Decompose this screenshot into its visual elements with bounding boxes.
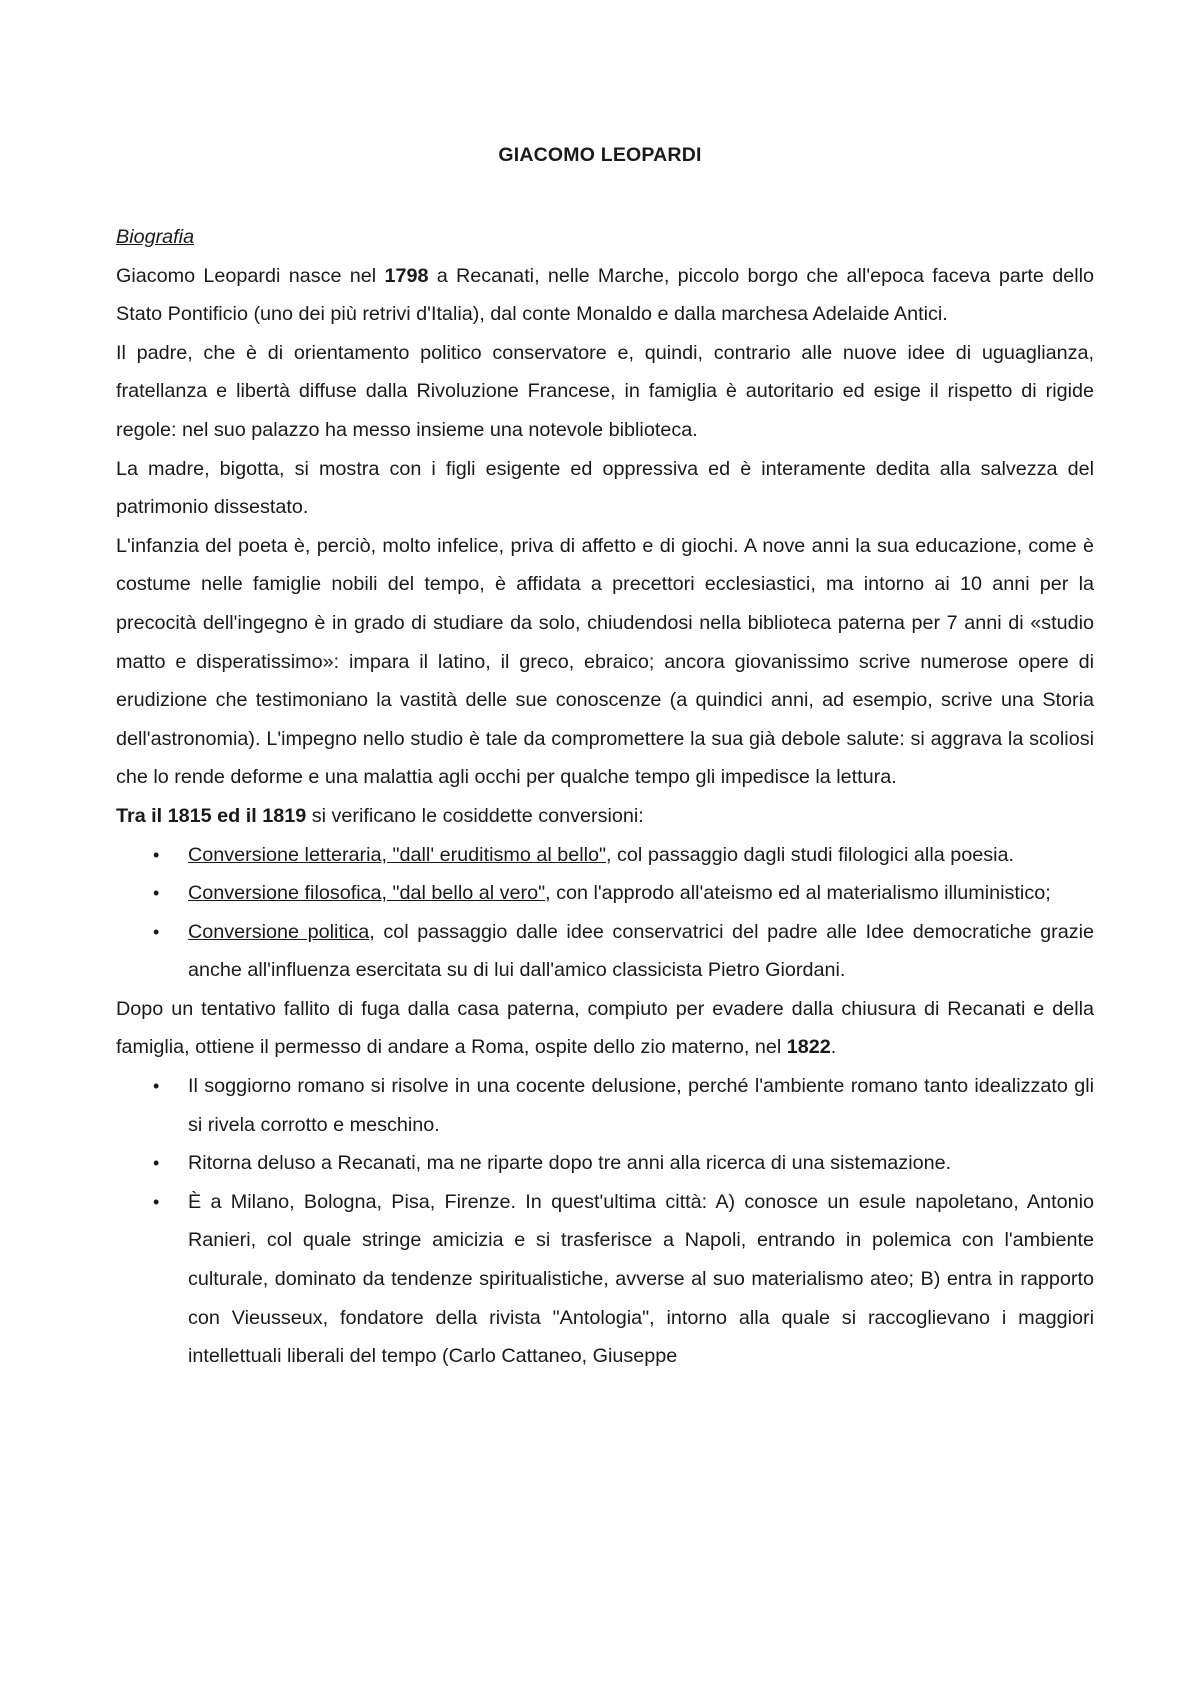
text: Ritorna deluso a Recanati, ma ne riparte dopo tre anni alla ricerca di una sistemazione. [188, 1152, 952, 1175]
conversions-list [116, 836, 1094, 990]
bullet-icon: • [153, 1191, 160, 1212]
list-item [116, 1067, 1094, 1144]
paragraph-mother: La madre, bigotta, si mostra con i figli esigente ed oppressiva ed è interamente dedita alla salvezza del patrimonio dissestato. [116, 457, 1094, 519]
travels-list [116, 1067, 1094, 1376]
text: , col passaggio dagli studi filologici alla poesia. [606, 843, 1015, 866]
conversion-title: Conversione letteraria, "dall' eruditismo al bello" [188, 843, 607, 866]
years-1815-1819: Tra il 1815 ed il 1819 [116, 804, 307, 827]
list-item [116, 913, 1094, 990]
paragraph-father: Il padre, che è di orientamento politico conservatore e, quindi, contrario alle nuove idee di uguaglianza, fratellanza e libertà diffuse dalla Rivoluzione Francese, in famiglia è autoritario ed esige il rispetto di rigide regole: nel suo palazzo ha messo insieme una notevole biblioteca. [116, 341, 1094, 441]
list-item [116, 1183, 1094, 1376]
bullet-icon: • [153, 844, 160, 865]
conversion-title: Conversione filosofica, "dal bello al vero" [188, 882, 546, 905]
paragraph-rome [116, 990, 1094, 1067]
bullet-icon: • [153, 1076, 160, 1097]
text: È a Milano, Bologna, Pisa, Firenze. In quest'ultima città: A) conosce un esule napoletano, Antonio Ranieri, col quale stringe amicizia e si trasferisce a Napoli, entrando in polemica con l'ambiente culturale, dominato da tendenze spiritualistiche, avverse al suo materialismo ateo; B) entra in rapporto con Vieusseux, fondatore della rivista "Antologia", intorno alla quale si raccoglievano i maggiori intellettuali liberali del tempo (Carlo Cattaneo, Giuseppe [188, 1190, 1094, 1368]
year-1822: 1822 [786, 1036, 831, 1059]
document-title: GIACOMO LEOPARDI [498, 144, 702, 166]
text: , col passaggio dalle idee conservatrici del padre alle Idee democratiche grazie anche all'influenza esercitata su di lui dall'amico classicista Pietro Giordani. [188, 920, 1094, 982]
text: a Recanati, nelle Marche, piccolo borgo che all'epoca faceva parte dello Stato Pontificio (uno dei più retrivi d'Italia), dal conte Monaldo e dalla marchesa Adelaide Antici. [116, 264, 1094, 326]
text: Giacomo Leopardi nasce nel [116, 264, 385, 287]
text: , con l'approdo all'ateismo ed al materialismo illuministico; [545, 882, 1051, 905]
bullet-icon: • [153, 883, 160, 904]
section-heading: Biografia [116, 226, 195, 248]
text: si verificano le cosiddette conversioni: [306, 804, 644, 827]
text: Il soggiorno romano si risolve in una cocente delusione, perché l'ambiente romano tanto idealizzato gli si rivela corrotto e meschino. [188, 1075, 1094, 1136]
text: . [830, 1036, 837, 1059]
bullet-icon: • [153, 921, 160, 942]
paragraph-birth [116, 257, 1094, 334]
text: Dopo un tentativo fallito di fuga dalla casa paterna, compiuto per evadere dalla chiusura di Recanati e della famiglia, ottiene il permesso di andare a Roma, ospite dello zio materno, nel [116, 997, 1094, 1059]
year-1798: 1798 [384, 264, 429, 287]
list-item [116, 836, 1094, 875]
bullet-icon: • [153, 1153, 160, 1174]
paragraph-conversions-intro [116, 797, 1094, 836]
list-item [116, 874, 1094, 913]
conversion-title: Conversione politica [188, 920, 370, 943]
paragraph-childhood: L'infanzia del poeta è, perciò, molto infelice, priva di affetto e di giochi. A nove anni la sua educazione, come è costume nelle famiglie nobili del tempo, è affidata a precettori ecclesiastici, ma intorno ai 10 anni per la precocità dell'ingegno è in grado di studiare da solo, chiudendosi nella biblioteca paterna per 7 anni di «studio matto e disperatissimo»: impara il latino, il greco, ebraico; ancora giovanissimo scrive numerose opere di erudizione che testimoniano la vastità delle sue conoscenze (a quindici anni, ad esempio, scrive una Storia dell'astronomia). L'impegno nello studio è tale da compromettere la sua già debole salute: si aggrava la scoliosi che lo rende deforme e una malattia agli occhi per qualche tempo gli impedisce la lettura. [116, 534, 1094, 789]
document-body [116, 218, 1094, 1376]
list-item [116, 1144, 1094, 1183]
